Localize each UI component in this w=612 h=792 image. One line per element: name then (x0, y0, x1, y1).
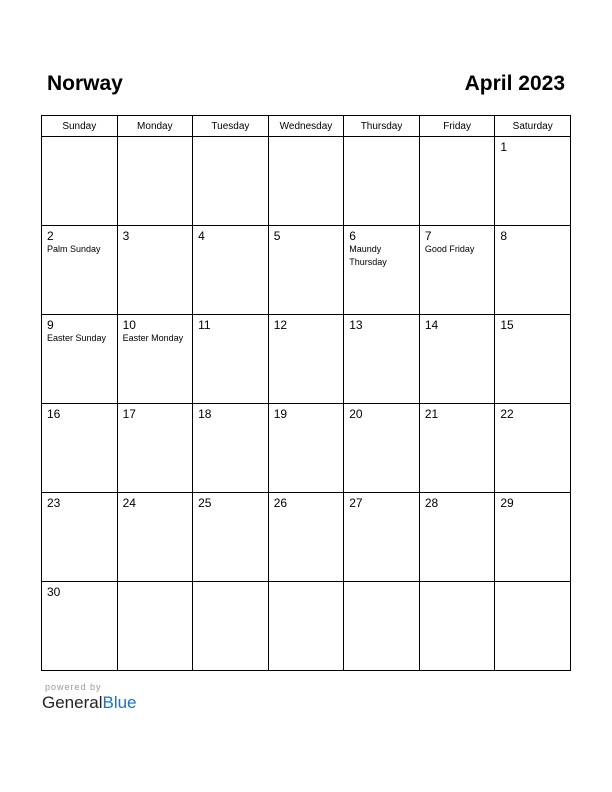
day-number (495, 582, 570, 585)
day-cell (419, 493, 495, 582)
day-cell (419, 582, 495, 671)
day-number: 2 (47, 229, 54, 243)
day-number: 19 (273, 407, 288, 421)
holiday-label: Easter Sunday (47, 333, 107, 343)
brand-general: General (42, 693, 103, 712)
week-row (42, 493, 571, 582)
day-cell (495, 137, 571, 226)
day-number (344, 137, 419, 140)
day-cell (495, 315, 571, 404)
day-cell (419, 315, 495, 404)
day-number: 11 (198, 318, 211, 332)
day-number (344, 582, 419, 585)
day-cell (42, 582, 118, 671)
day-cell (117, 582, 193, 671)
day-cell (344, 315, 420, 404)
calendar-grid (41, 115, 571, 671)
day-cell (344, 493, 420, 582)
day-number (42, 137, 117, 140)
day-cell (193, 226, 269, 315)
day-number: 22 (500, 407, 514, 421)
day-cell (495, 226, 571, 315)
day-number: 18 (198, 407, 212, 421)
day-cell (42, 493, 118, 582)
generalblue-logo (42, 693, 137, 713)
day-cell (42, 404, 118, 493)
day-cell (419, 404, 495, 493)
day-number: 4 (198, 229, 205, 243)
week-row (42, 226, 571, 315)
day-cell (344, 582, 420, 671)
day-cell (495, 493, 571, 582)
day-cell (117, 404, 193, 493)
day-number: 26 (273, 496, 288, 510)
day-cell (268, 315, 344, 404)
day-cell (117, 226, 193, 315)
day-number: 30 (47, 585, 61, 599)
weekday-sunday: Sunday (42, 116, 118, 137)
day-number: 29 (500, 496, 514, 510)
weekday-saturday: Saturday (495, 116, 571, 137)
day-number: 5 (273, 229, 281, 243)
day-number: 28 (424, 496, 439, 510)
day-number (420, 137, 495, 140)
day-number: 7 (424, 229, 432, 243)
holiday-label: Maundy Thursday (349, 244, 387, 267)
day-cell (344, 137, 420, 226)
week-row (42, 315, 571, 404)
week-row (42, 582, 571, 671)
day-number: 8 (500, 229, 508, 243)
day-number: 24 (122, 496, 136, 510)
country-title: Norway (47, 72, 123, 95)
day-number: 3 (122, 229, 130, 243)
day-number: 15 (500, 318, 514, 332)
day-cell (193, 137, 269, 226)
holiday-label: Palm Sunday (47, 244, 101, 254)
day-number: 17 (122, 407, 136, 421)
day-cell (193, 315, 269, 404)
day-number: 25 (198, 496, 212, 510)
day-cell (495, 582, 571, 671)
day-cell (419, 226, 495, 315)
day-number: 13 (349, 318, 363, 332)
weekday-header-row (42, 116, 571, 137)
weekday-thursday: Thursday (344, 116, 420, 137)
day-number: 21 (424, 407, 439, 421)
day-number: 6 (349, 229, 356, 243)
day-number (269, 582, 344, 585)
month-year-title: April 2023 (464, 72, 565, 95)
day-cell (193, 404, 269, 493)
day-cell (344, 226, 420, 315)
day-number: 23 (47, 496, 61, 510)
day-number: 16 (47, 407, 61, 421)
day-cell (117, 137, 193, 226)
day-cell (268, 493, 344, 582)
day-cell (42, 226, 118, 315)
day-cell (268, 226, 344, 315)
powered-by-label: powered by (45, 682, 102, 692)
weekday-monday: Monday (117, 116, 193, 137)
day-cell (193, 493, 269, 582)
day-number: 9 (47, 318, 54, 332)
day-cell (117, 315, 193, 404)
day-cell (42, 137, 118, 226)
day-number: 20 (349, 407, 363, 421)
day-number: 12 (273, 318, 288, 332)
day-number (420, 582, 495, 585)
day-number (118, 137, 193, 140)
day-number (269, 137, 344, 140)
holiday-label: Good Friday (424, 244, 475, 254)
day-cell (495, 404, 571, 493)
day-cell (268, 137, 344, 226)
day-number: 1 (500, 140, 508, 154)
holiday-label: Easter Monday (122, 333, 184, 343)
weekday-tuesday: Tuesday (193, 116, 269, 137)
day-cell (419, 137, 495, 226)
weekday-friday: Friday (419, 116, 495, 137)
day-number (118, 582, 193, 585)
day-cell (42, 315, 118, 404)
weekday-wednesday: Wednesday (268, 116, 344, 137)
brand-blue: Blue (102, 693, 137, 712)
day-cell (268, 582, 344, 671)
day-number: 14 (424, 318, 439, 332)
day-number (193, 137, 268, 140)
day-number: 10 (122, 318, 136, 332)
day-cell (117, 493, 193, 582)
day-cell (193, 582, 269, 671)
week-row (42, 137, 571, 226)
day-number (193, 582, 268, 585)
week-row (42, 404, 571, 493)
day-number: 27 (349, 496, 363, 510)
day-cell (344, 404, 420, 493)
footer-branding (42, 682, 137, 713)
day-cell (268, 404, 344, 493)
